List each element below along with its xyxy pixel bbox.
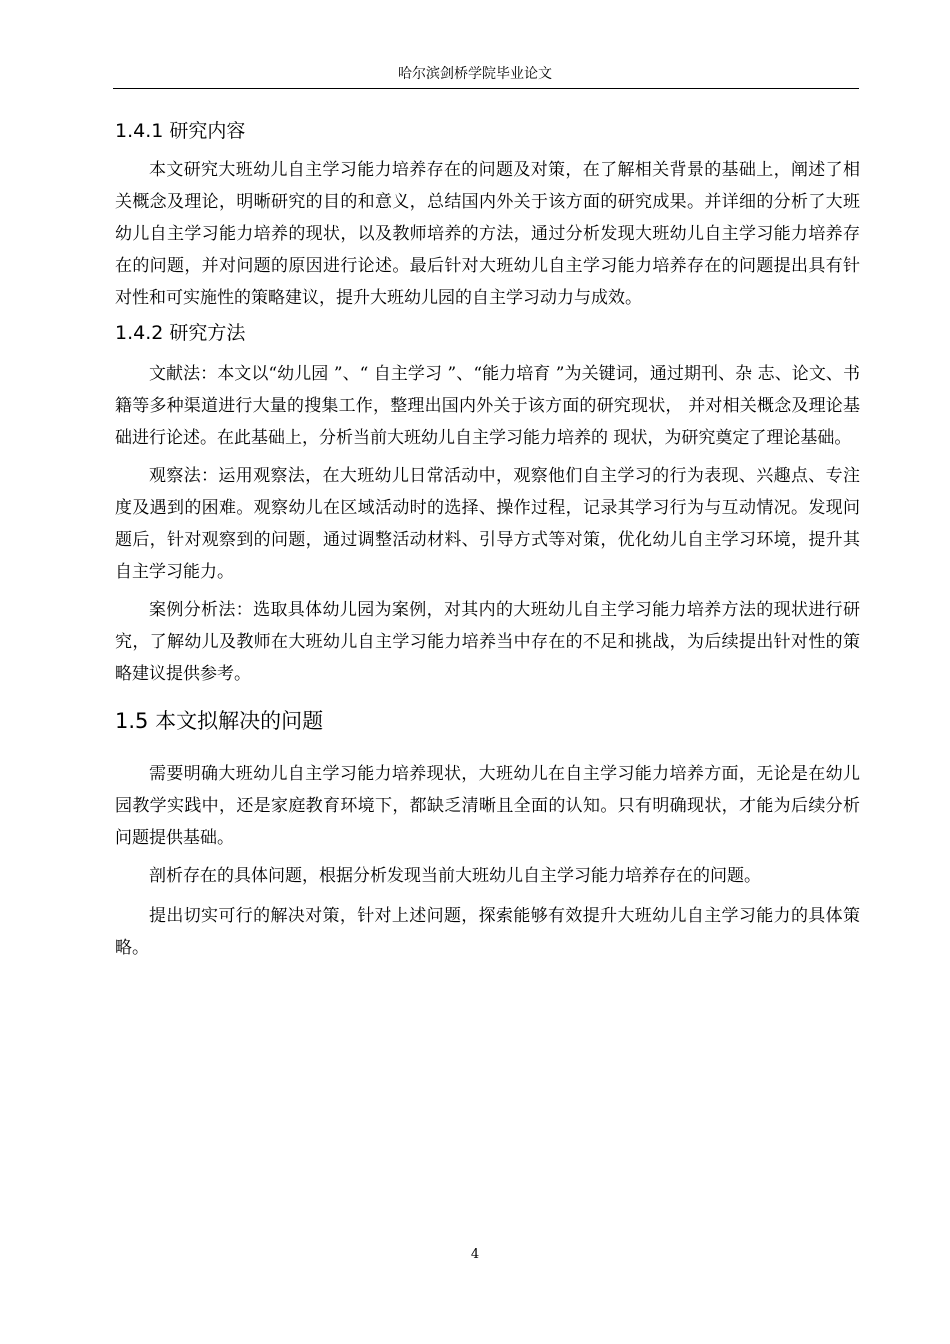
page-body xyxy=(115,116,860,964)
paragraph-propose-solutions: 提出切实可行的解决对策，针对上述问题，探索能够有效提升大班幼儿自主学习能力的具体策略。 xyxy=(115,906,860,958)
paragraph-clarify-status: 需要明确大班幼儿自主学习能力培养现状，大班幼儿在自主学习能力培养方面，无论是在幼儿园教学实践中，还是家庭教育环境下，都缺乏清晰且全面的认知。只有明确现状，才能为后续分析问题提供基础。 xyxy=(115,764,860,848)
section-heading-1-4-1: 1.4.1 研究内容 xyxy=(115,120,246,142)
section-heading-1-4-2: 1.4.2 研究方法 xyxy=(115,322,246,344)
header-divider xyxy=(113,88,859,89)
paragraph-case-study-method: 案例分析法：选取具体幼儿园为案例，对其内的大班幼儿自主学习能力培养方法的现状进行研究，了解幼儿及教师在大班幼儿自主学习能力培养当中存在的不足和挑战，为后续提出针对性的策略建议提供参考。 xyxy=(115,600,860,684)
paragraph-observation-method: 观察法：运用观察法，在大班幼儿日常活动中，观察他们自主学习的行为表现、兴趣点、专注度及遇到的困难。观察幼儿在区域活动时的选择、操作过程，记录其学习行为与互动情况。发现问题后，针对观察到的问题，通过调整活动材料、引导方式等对策，优化幼儿自主学习环境，提升其自主学习能力。 xyxy=(115,466,860,582)
paragraph-analyze-problems: 剖析存在的具体问题，根据分析发现当前大班幼儿自主学习能力培养存在的问题。 xyxy=(149,866,761,886)
page-number: 4 xyxy=(470,1247,480,1262)
section-heading-1-5: 1.5 本文拟解决的问题 xyxy=(115,709,324,733)
running-header: 哈尔滨剑桥学院毕业论文 xyxy=(398,66,552,82)
paragraph-literature-method: 文献法：本文以“幼儿园 ”、“ 自主学习 ”、“能力培育 ”为关键词，通过期刊、杂 志、论文、书籍等多种渠道进行大量的搜集工作，整理出国内外关于该方面的研究现状， 并对相关概念及理论基础进行论述。在此基础上，分析当前大班幼儿自主学习能力培养的 现状，为研究奠定了理论基础。 xyxy=(115,364,860,448)
paragraph-research-content: 本文研究大班幼儿自主学习能力培养存在的问题及对策，在了解相关背景的基础上，阐述了相关概念及理论，明晰研究的目的和意义，总结国内外关于该方面的研究成果。并详细的分析了大班幼儿自主学习能力培养的现状，以及教师培养的方法，通过分析发现大班幼儿自主学习能力培养存在的问题，并对问题的原因进行论述。最后针对大班幼儿自主学习能力培养存在的问题提出具有针对性和可实施性的策略建议，提升大班幼儿园的自主学习动力与成效。 xyxy=(115,160,860,308)
